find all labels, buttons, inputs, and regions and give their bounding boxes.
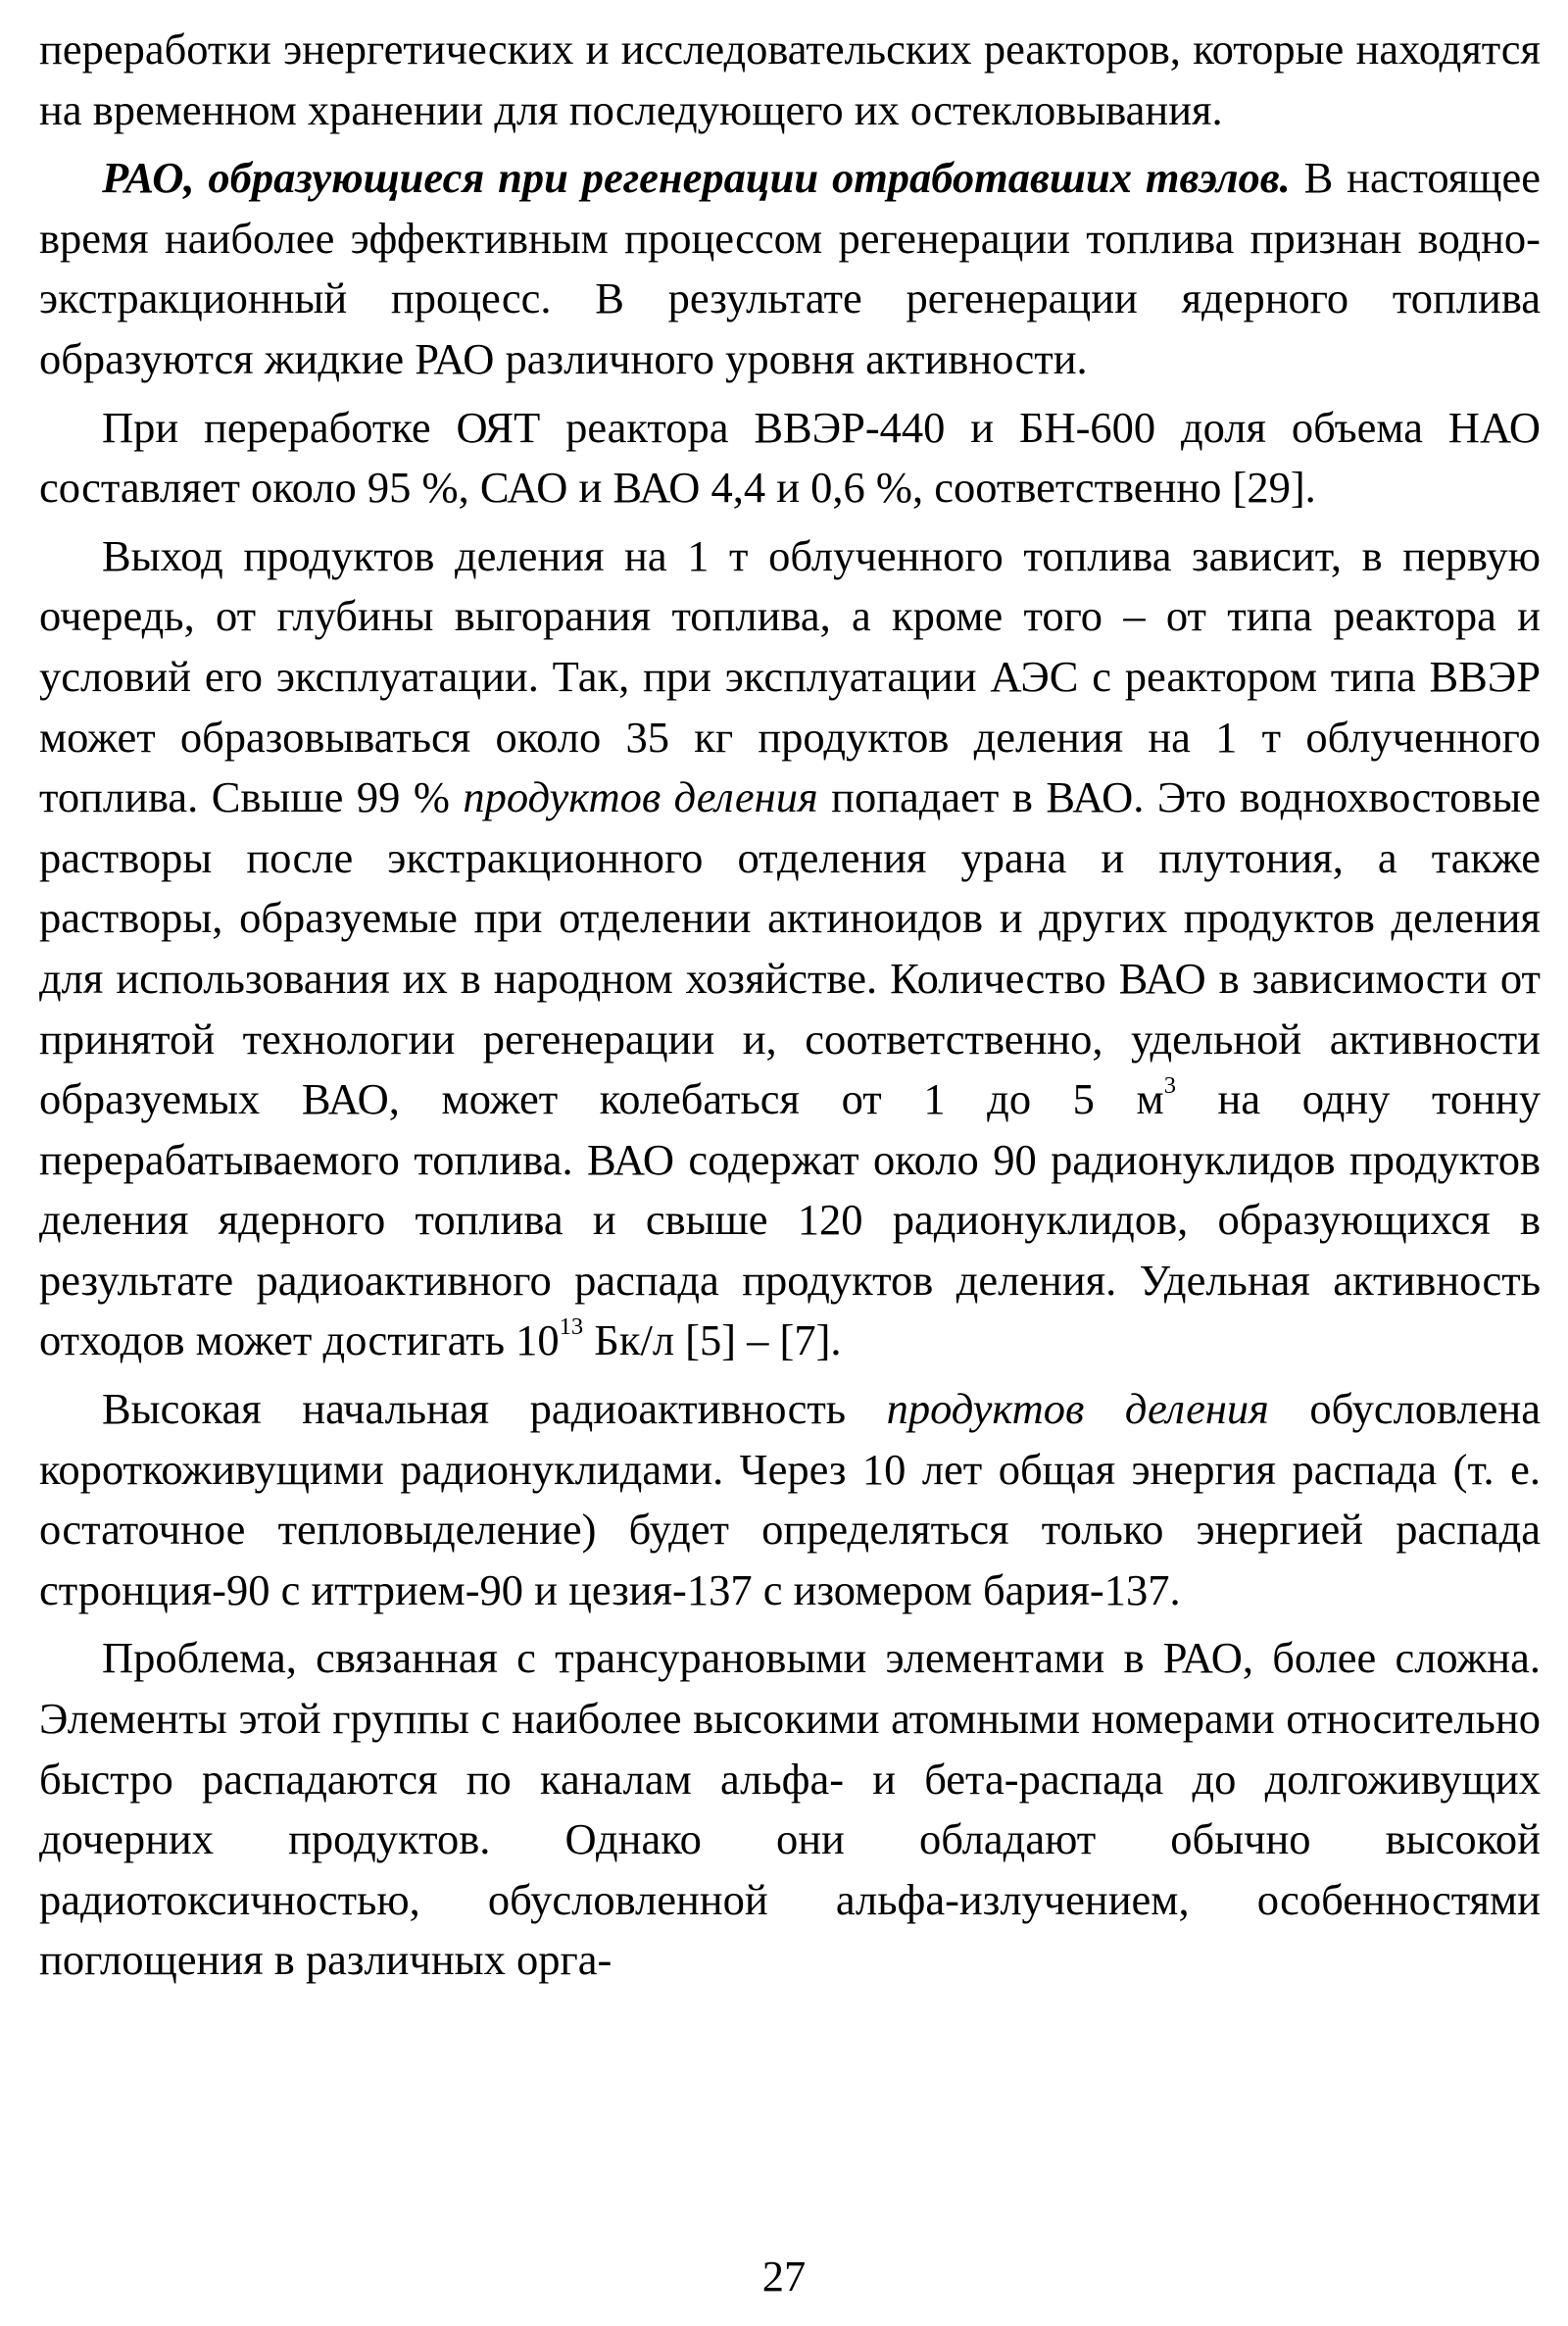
paragraph-transuranic-elements: Проблема, связанная с трансурановыми элементами в РАО, более сложна. Элементы этой группы с наиболее высокими атомными номерами относительно быстро распадаются по каналам альфа- и бета-распада до долгоживущих дочерних продуктов. Однако они обладают обычно высокой радиотоксичностью, обусловленной альфа-излучением, особенностями поглощения в различных орга- — [39, 1633, 1541, 1985]
paragraph-text: Высокая начальная радиоактивность — [102, 1384, 887, 1434]
paragraph-rao-regeneration — [39, 148, 1541, 389]
page-number: 27 — [761, 2252, 807, 2301]
paragraph-initial-radioactivity — [39, 1379, 1541, 1620]
paragraph-text: В настоящее время наиболее эффективным процессом регенерации топлива признан водно-экстракционный процесс. В результате регенерации ядерного топлива образуются жидкие РАО различного уровня активности. — [39, 153, 1541, 383]
emphasis-term: продуктов деления — [463, 772, 818, 822]
paragraph-text: обусловлена короткоживущими радионуклидами. Через 10 лет общая энергия распада (т. е. остаточное тепловыделение) будет определяться только энергией распада стронция-90 с иттрием-90 и цезия-137 с изомером бария-137. — [39, 1384, 1541, 1614]
superscript: 3 — [1163, 1072, 1176, 1100]
paragraph-fission-products — [39, 526, 1541, 1371]
paragraph-text: на одну тонну перерабатываемого топлива. ВАО содержат около 90 радионуклидов продуктов деления ядерного топлива и свыше 120 радионуклидов, образующихся в результате радиоактивного распада продуктов деления. Удельная активность отходов может достигать 10 — [39, 1074, 1541, 1365]
paragraph-text: Выход продуктов деления на 1 т облученного топлива зависит, в первую очередь, от глубины выгорания топлива, а кроме того – от типа реактора и условий его эксплуатации. Так, при эксплуатации АЭС с реактором типа ВВЭР может образовываться около 35 кг продуктов деления на 1 т облученного топлива. Свыше 99 % — [39, 530, 1541, 822]
paragraph-text: Бк/л [5] – [7]. — [583, 1315, 842, 1365]
emphasis-term: продуктов деления — [886, 1384, 1269, 1434]
paragraph-continuation: переработки энергетических и исследовательских реакторов, которые находятся на временном хранении для последующего их остекловывания. — [39, 25, 1541, 134]
paragraph-oyat-processing: При переработке ОЯТ реактора ВВЭР-440 и БН-600 доля объема НАО составляет около 95 %, САО и ВАО 4,4 и 0,6 %, соответственно [29]. — [39, 402, 1541, 513]
superscript: 13 — [559, 1313, 584, 1341]
document-page — [39, 20, 1541, 1999]
paragraph-text: попадает в ВАО. Это воднохвостовые растворы после экстракционного отделения урана и плутония, а также растворы, образуемые при отделении актиноидов и других продуктов деления для использования их в народном хозяйстве. Количество ВАО в зависимости от принятой технологии регенерации и, соответственно, удельной активности образуемых ВАО, может колебаться от 1 до 5 м — [39, 772, 1542, 1124]
section-heading: РАО, образующиеся при регенерации отработавших твэлов. — [102, 153, 1291, 203]
